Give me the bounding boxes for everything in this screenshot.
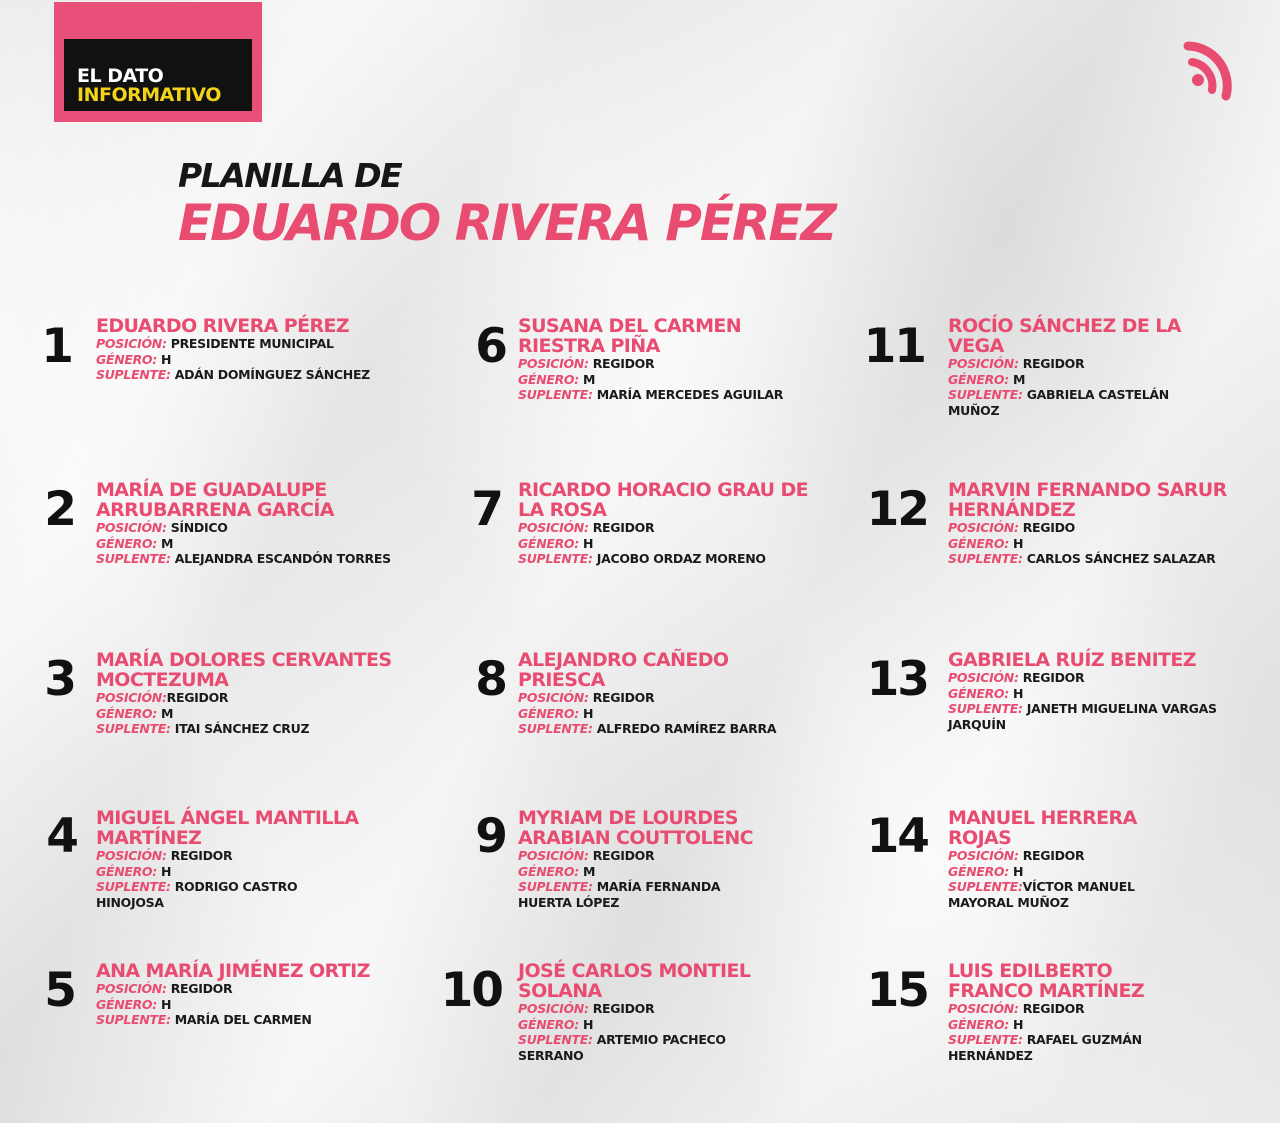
candidate-name: EDUARDO RIVERA PÉREZ (96, 315, 350, 337)
substitute-value: ADÁN DOMÍNGUEZ SÁNCHEZ (174, 367, 370, 382)
position-value: REGIDO (1022, 520, 1075, 535)
position-label: POSICIÓN: (518, 690, 589, 705)
candidate-name: MARÍA DE GUADALUPE ARRUBARRENA GARCÍA (96, 479, 334, 521)
candidate-number: 15 (866, 963, 928, 1018)
substitute-value: RAFAEL GUZMÁN HERNÁNDEZ (948, 1032, 1142, 1063)
brand-name-line1: EL DATO (77, 65, 164, 87)
candidate-name: MYRIAM DE LOURDES ARABIAN COUTTOLENC (518, 807, 753, 849)
candidate-number: 9 (475, 809, 506, 864)
substitute-label: SUPLENTE: (948, 551, 1023, 566)
gender-label: GÉNERO: (96, 535, 157, 551)
gender-label: GÉNERO: (948, 1016, 1009, 1032)
substitute-value: ARTEMIO PACHECO SERRANO (518, 1032, 726, 1063)
gender-value: M (161, 705, 174, 721)
substitute-label: SUPLENTE: (948, 701, 1023, 716)
position-value: REGIDOR (592, 690, 655, 705)
gender-value: M (583, 863, 596, 879)
candidate-name: MARÍA DOLORES CERVANTES MOCTEZUMA (96, 649, 392, 691)
substitute-label: SUPLENTE: (518, 721, 593, 736)
substitute-label: SUPLENTE: (96, 1012, 171, 1027)
brand-name-line2: INFORMATIVO (77, 84, 221, 106)
position-label: POSICIÓN: (948, 356, 1019, 371)
brand-logo (54, 2, 262, 122)
gender-value: H (583, 535, 594, 551)
gender-value: H (161, 863, 172, 879)
candidate-name: ALEJANDRO CAÑEDO PRIESCA (518, 649, 729, 691)
substitute-value: JANETH MIGUELINA VARGAS JARQUÍN (948, 701, 1217, 732)
substitute-label: SUPLENTE: (96, 367, 171, 382)
gender-value: H (161, 996, 172, 1012)
gender-label: GÉNERO: (518, 535, 579, 551)
substitute-value: MARÍA DEL CARMEN (174, 1012, 312, 1027)
candidate-name: LUIS EDILBERTO FRANCO MARTÍNEZ (948, 960, 1145, 1002)
candidate-number: 3 (44, 652, 75, 707)
broadcast-icon (1176, 30, 1250, 104)
gender-value: M (583, 371, 596, 387)
substitute-label: SUPLENTE: (96, 721, 171, 736)
position-value: REGIDOR (170, 981, 233, 996)
candidate-number: 12 (866, 482, 928, 537)
substitute-label: SUPLENTE: (518, 879, 593, 894)
candidate-number: 5 (44, 963, 75, 1018)
position-label: POSICIÓN: (518, 1001, 589, 1016)
gender-value: H (583, 1016, 594, 1032)
candidate-number: 1 (41, 319, 72, 374)
substitute-value: ITAI SÁNCHEZ CRUZ (174, 721, 310, 736)
substitute-value: JACOBO ORDAZ MORENO (596, 551, 766, 566)
substitute-value: ALEJANDRA ESCANDÓN TORRES (174, 551, 391, 566)
position-label: POSICIÓN: (96, 848, 167, 863)
gender-label: GÉNERO: (948, 685, 1009, 701)
candidate-number: 10 (440, 963, 502, 1018)
substitute-label: SUPLENTE: (948, 879, 1023, 894)
position-label: POSICIÓN: (96, 690, 167, 705)
position-label: POSICIÓN: (948, 670, 1019, 685)
candidate-name: ROCÍO SÁNCHEZ DE LA VEGA (948, 315, 1181, 357)
gender-value: M (1013, 371, 1026, 387)
position-value: REGIDOR (592, 1001, 655, 1016)
gender-label: GÉNERO: (96, 863, 157, 879)
gender-label: GÉNERO: (518, 1016, 579, 1032)
substitute-label: SUPLENTE: (948, 1032, 1023, 1047)
position-value: REGIDOR (170, 848, 233, 863)
candidate-number: 11 (863, 319, 925, 374)
position-label: POSICIÓN: (96, 336, 167, 351)
substitute-label: SUPLENTE: (948, 387, 1023, 402)
substitute-label: SUPLENTE: (518, 551, 593, 566)
substitute-label: SUPLENTE: (518, 387, 593, 402)
page-title-prefix: PLANILLA DE (178, 156, 402, 195)
gender-value: H (1013, 1016, 1024, 1032)
gender-value: M (161, 535, 174, 551)
position-label: POSICIÓN: (518, 356, 589, 371)
position-label: POSICIÓN: (948, 1001, 1019, 1016)
position-value: SÍNDICO (170, 520, 228, 535)
candidate-number: 14 (866, 809, 928, 864)
position-value: PRESIDENTE MUNICIPAL (170, 336, 334, 351)
substitute-value: MARÍA FERNANDA HUERTA LÓPEZ (518, 879, 721, 910)
page-title-name: EDUARDO RIVERA PÉREZ (178, 194, 835, 252)
substitute-label: SUPLENTE: (96, 879, 171, 894)
substitute-value: GABRIELA CASTELÁN MUÑOZ (948, 387, 1169, 418)
candidate-name: SUSANA DEL CARMEN RIESTRA PIÑA (518, 315, 742, 357)
gender-value: H (1013, 863, 1024, 879)
candidate-name: MANUEL HERRERA ROJAS (948, 807, 1137, 849)
gender-label: GÉNERO: (96, 351, 157, 367)
candidate-name: JOSÉ CARLOS MONTIEL SOLANA (518, 960, 751, 1002)
candidate-number: 13 (866, 652, 928, 707)
substitute-label: SUPLENTE: (96, 551, 171, 566)
candidate-name: GABRIELA RUÍZ BENITEZ (948, 649, 1196, 671)
substitute-label: SUPLENTE: (518, 1032, 593, 1047)
gender-value: H (1013, 535, 1024, 551)
substitute-value: MARÍA MERCEDES AGUILAR (596, 387, 784, 402)
candidate-number: 8 (475, 652, 506, 707)
position-value: REGIDOR (1022, 848, 1085, 863)
gender-label: GÉNERO: (96, 705, 157, 721)
gender-label: GÉNERO: (96, 996, 157, 1012)
gender-label: GÉNERO: (948, 863, 1009, 879)
candidate-name: MIGUEL ÁNGEL MANTILLA MARTÍNEZ (96, 807, 359, 849)
position-label: POSICIÓN: (96, 520, 167, 535)
gender-label: GÉNERO: (518, 371, 579, 387)
candidate-number: 2 (44, 482, 75, 537)
position-value: REGIDOR (166, 690, 229, 705)
brand-logo-box (64, 39, 252, 111)
gender-value: H (1013, 685, 1024, 701)
position-label: POSICIÓN: (518, 848, 589, 863)
position-value: REGIDOR (592, 848, 655, 863)
substitute-value: CARLOS SÁNCHEZ SALAZAR (1026, 551, 1216, 566)
substitute-value: VÍCTOR MANUEL MAYORAL MUÑOZ (948, 879, 1135, 910)
gender-value: H (583, 705, 594, 721)
substitute-value: RODRIGO CASTRO HINOJOSA (96, 879, 298, 910)
candidate-name: RICARDO HORACIO GRAU DE LA ROSA (518, 479, 809, 521)
candidate-name: ANA MARÍA JIMÉNEZ ORTIZ (96, 960, 370, 982)
position-value: REGIDOR (1022, 356, 1085, 371)
position-label: POSICIÓN: (948, 520, 1019, 535)
position-value: REGIDOR (1022, 1001, 1085, 1016)
gender-label: GÉNERO: (518, 863, 579, 879)
position-value: REGIDOR (1022, 670, 1085, 685)
gender-label: GÉNERO: (948, 371, 1009, 387)
position-label: POSICIÓN: (96, 981, 167, 996)
position-value: REGIDOR (592, 356, 655, 371)
substitute-value: ALFREDO RAMÍREZ BARRA (596, 721, 777, 736)
gender-label: GÉNERO: (518, 705, 579, 721)
position-label: POSICIÓN: (518, 520, 589, 535)
position-label: POSICIÓN: (948, 848, 1019, 863)
position-value: REGIDOR (592, 520, 655, 535)
candidate-number: 6 (475, 319, 506, 374)
gender-value: H (161, 351, 172, 367)
candidate-number: 4 (46, 809, 77, 864)
candidate-number: 7 (471, 482, 502, 537)
gender-label: GÉNERO: (948, 535, 1009, 551)
candidate-name: MARVIN FERNANDO SARUR HERNÁNDEZ (948, 479, 1227, 521)
